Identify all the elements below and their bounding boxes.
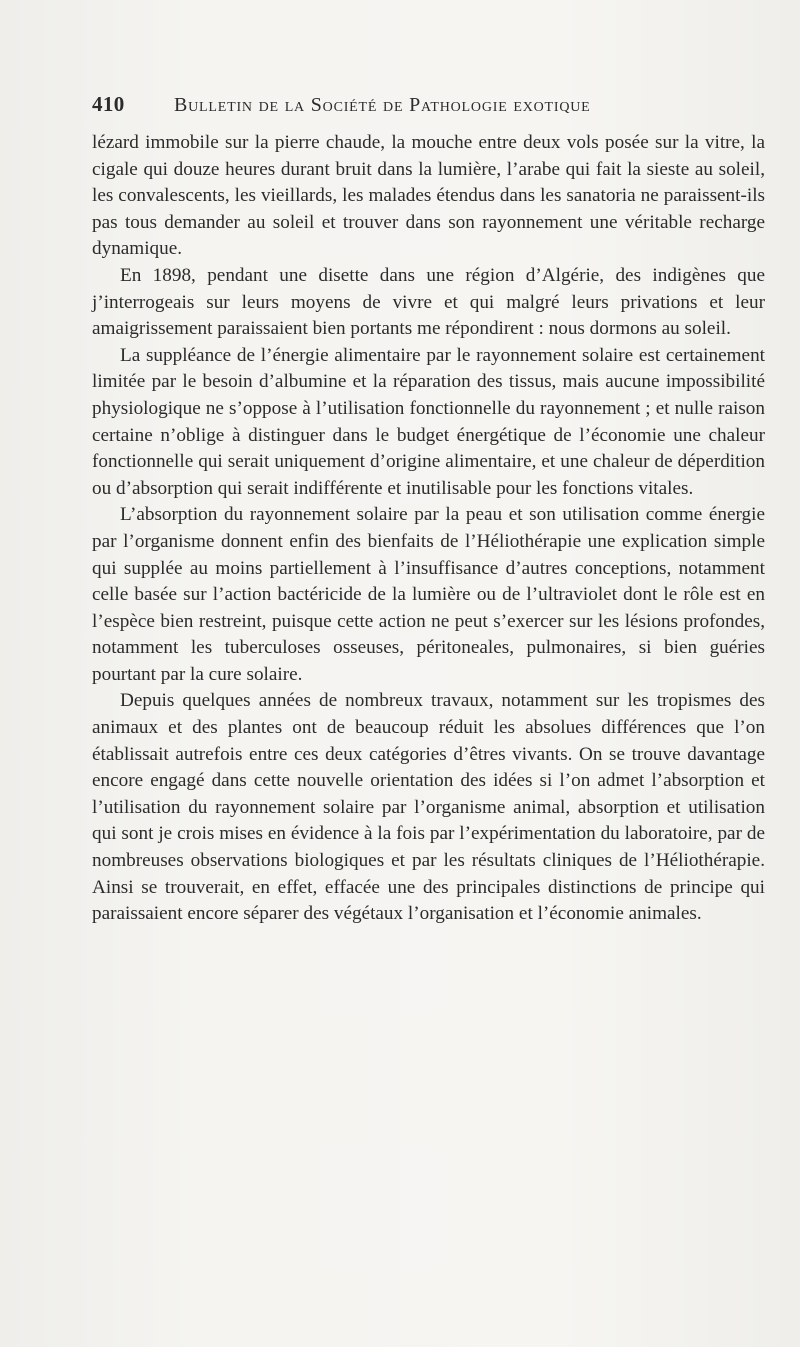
paragraph: En 1898, pendant une disette dans une région d’Algérie, des indigènes que j’interrogeais sur leurs moyens de vivre et qui malgré leurs privations et leur amaigrissement paraissaient bien portants me répondirent : nous dormons au soleil. (92, 264, 765, 340)
journal-title: Bulletin de la Société de Pathologie exotique (174, 94, 591, 116)
paragraph: Depuis quelques années de nombreux travaux, notamment sur les tropismes des animaux et des plantes ont de beaucoup réduit les absolues différences que l’on établissait autrefois entre ces deux catégories d’êtres vivants. On se trouve davantage encore engagé dans cette nouvelle orientation des idées si l’on admet l’absorption et l’utilisation du rayonnement solaire par l’organisme animal, absorption et utilisation qui sont je crois mises en évidence à la fois par l’expérimentation du laboratoire, par de nombreuses observations biologiques et par les résultats cliniques de l’Héliothérapie. Ainsi se trouverait, en effet, effacée une des principales distinctions de principe qui paraissaient encore séparer des végétaux l’organisation et l’économie animales. (92, 690, 765, 925)
paragraph: L’absorption du rayonnement solaire par la peau et son utilisation comme énergie par l’organisme donnent enfin des bienfaits de l’Héliothérapie une explication simple qui supplée au moins partiellement à l’insuffisance d’autres conceptions, notamment celle basée sur l’action bactéricide de la lumière ou de l’ultraviolet dont le rôle est en l’espèce bien restreint, puisque cette action ne peut s’exercer sur les lésions profondes, notamment les tuberculoses osseuses, péritoneales, pulmonaires, si bien guéries pourtant par la cure solaire. (92, 504, 765, 685)
running-header (92, 92, 765, 126)
paragraph-continued: lézard immobile sur la pierre chaude, la mouche entre deux vols posée sur la vitre, la cigale qui douze heures durant bruit dans la lumière, l’arabe qui fait la sieste au soleil, les convalescents, les vieillards, les malades étendus dans les sanatoria ne paraissent-ils pas tous demander au soleil et trouver dans son rayonnement une véritable recharge dynamique. (92, 132, 765, 260)
paragraph: La suppléance de l’énergie alimentaire par le rayonnement solaire est certainement limitée par le besoin d’albumine et la réparation des tissus, mais aucune impossibilité physiologique ne s’oppose à l’utilisation fonctionnelle du rayonnement ; et nulle raison certaine n’oblige à distinguer dans le budget énergétique de l’économie une chaleur fonctionnelle qui serait uniquement d’origine alimentaire, et une chaleur de déperdition ou d’absorption qui serait indifférente et inutilisable pour les fonctions vitales. (92, 344, 765, 499)
page-number: 410 (92, 92, 125, 116)
article-body (92, 130, 765, 928)
